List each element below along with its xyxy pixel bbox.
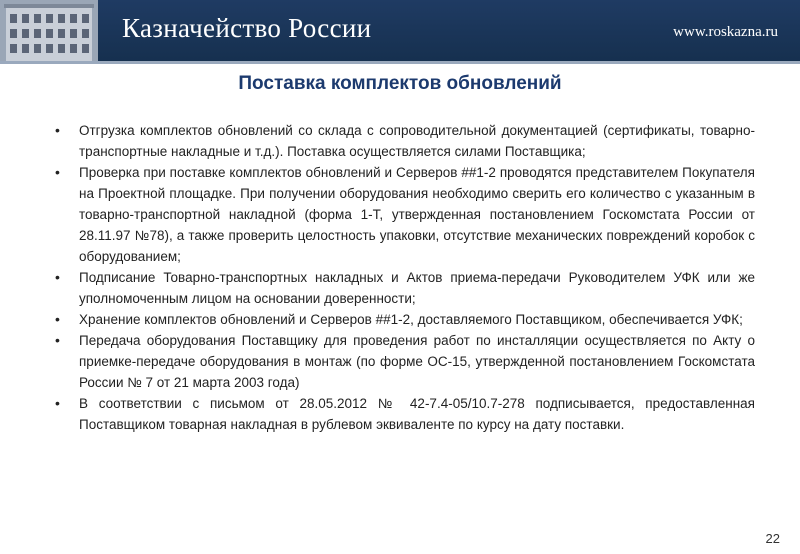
list-item (55, 267, 755, 309)
page-number: 22 (765, 531, 780, 546)
list-item (55, 162, 755, 267)
list-item-text: Передача оборудования Поставщику для проведения работ по инсталляции осуществляется по Акту о приемке-передаче оборудования в монтаж (по форме ОС-15, утвержденной постановлением Госкомстата России № 7 от 21 марта 2003 года) (79, 333, 755, 390)
list-item (55, 393, 755, 435)
site-url-link[interactable]: www.roskazna.ru (673, 24, 778, 40)
list-item-text: Подписание Товарно-транспортных накладных и Актов приема-передачи Руководителем УФК или же уполномоченным лицом на основании доверенности; (79, 270, 755, 306)
header-banner (0, 0, 800, 61)
bullet-icon: • (55, 269, 60, 285)
bullet-icon: • (55, 332, 60, 348)
bullet-icon: • (55, 311, 60, 327)
bullet-icon: • (55, 164, 60, 180)
slide-title: Поставка комплектов обновлений (238, 73, 562, 94)
list-item-text: Хранение комплектов обновлений и Серверов ##1-2, доставляемого Поставщиком, обеспечивается УФК; (79, 312, 743, 327)
list-item (55, 330, 755, 393)
list-item (55, 120, 755, 162)
bullet-list (55, 120, 755, 435)
building-photo-icon (0, 0, 98, 61)
list-item-text: Отгрузка комплектов обновлений со склада с сопроводительной документацией (сертификаты, товарно-транспортные накладные и т.д.). Поставка осуществляется силами Поставщика; (79, 123, 755, 159)
bullet-icon: • (55, 122, 60, 138)
list-item-text: Проверка при поставке комплектов обновлений и Серверов ##1-2 проводятся представителем Покупателя на Проектной площадке. При получении оборудования необходимо сверить его количество с указанным в товарно-транспортной накладной (форма 1-Т, утвержденная постановлением Госкомстата России от 28.11.97 №78), а также проверить целостность упаковки, отсутствие механических повреждений коробок с оборудованием; (79, 165, 755, 264)
list-item-text: В соответствии с письмом от 28.05.2012 № 42-7.4-05/10.7-278 подписывается, предоставленная Поставщиком товарная накладная в рублевом эквиваленте по курсу на дату поставки. (79, 396, 755, 432)
list-item (55, 309, 755, 330)
header-divider (0, 61, 800, 64)
org-name: Казначейство России (122, 13, 372, 43)
bullet-icon: • (55, 395, 60, 411)
